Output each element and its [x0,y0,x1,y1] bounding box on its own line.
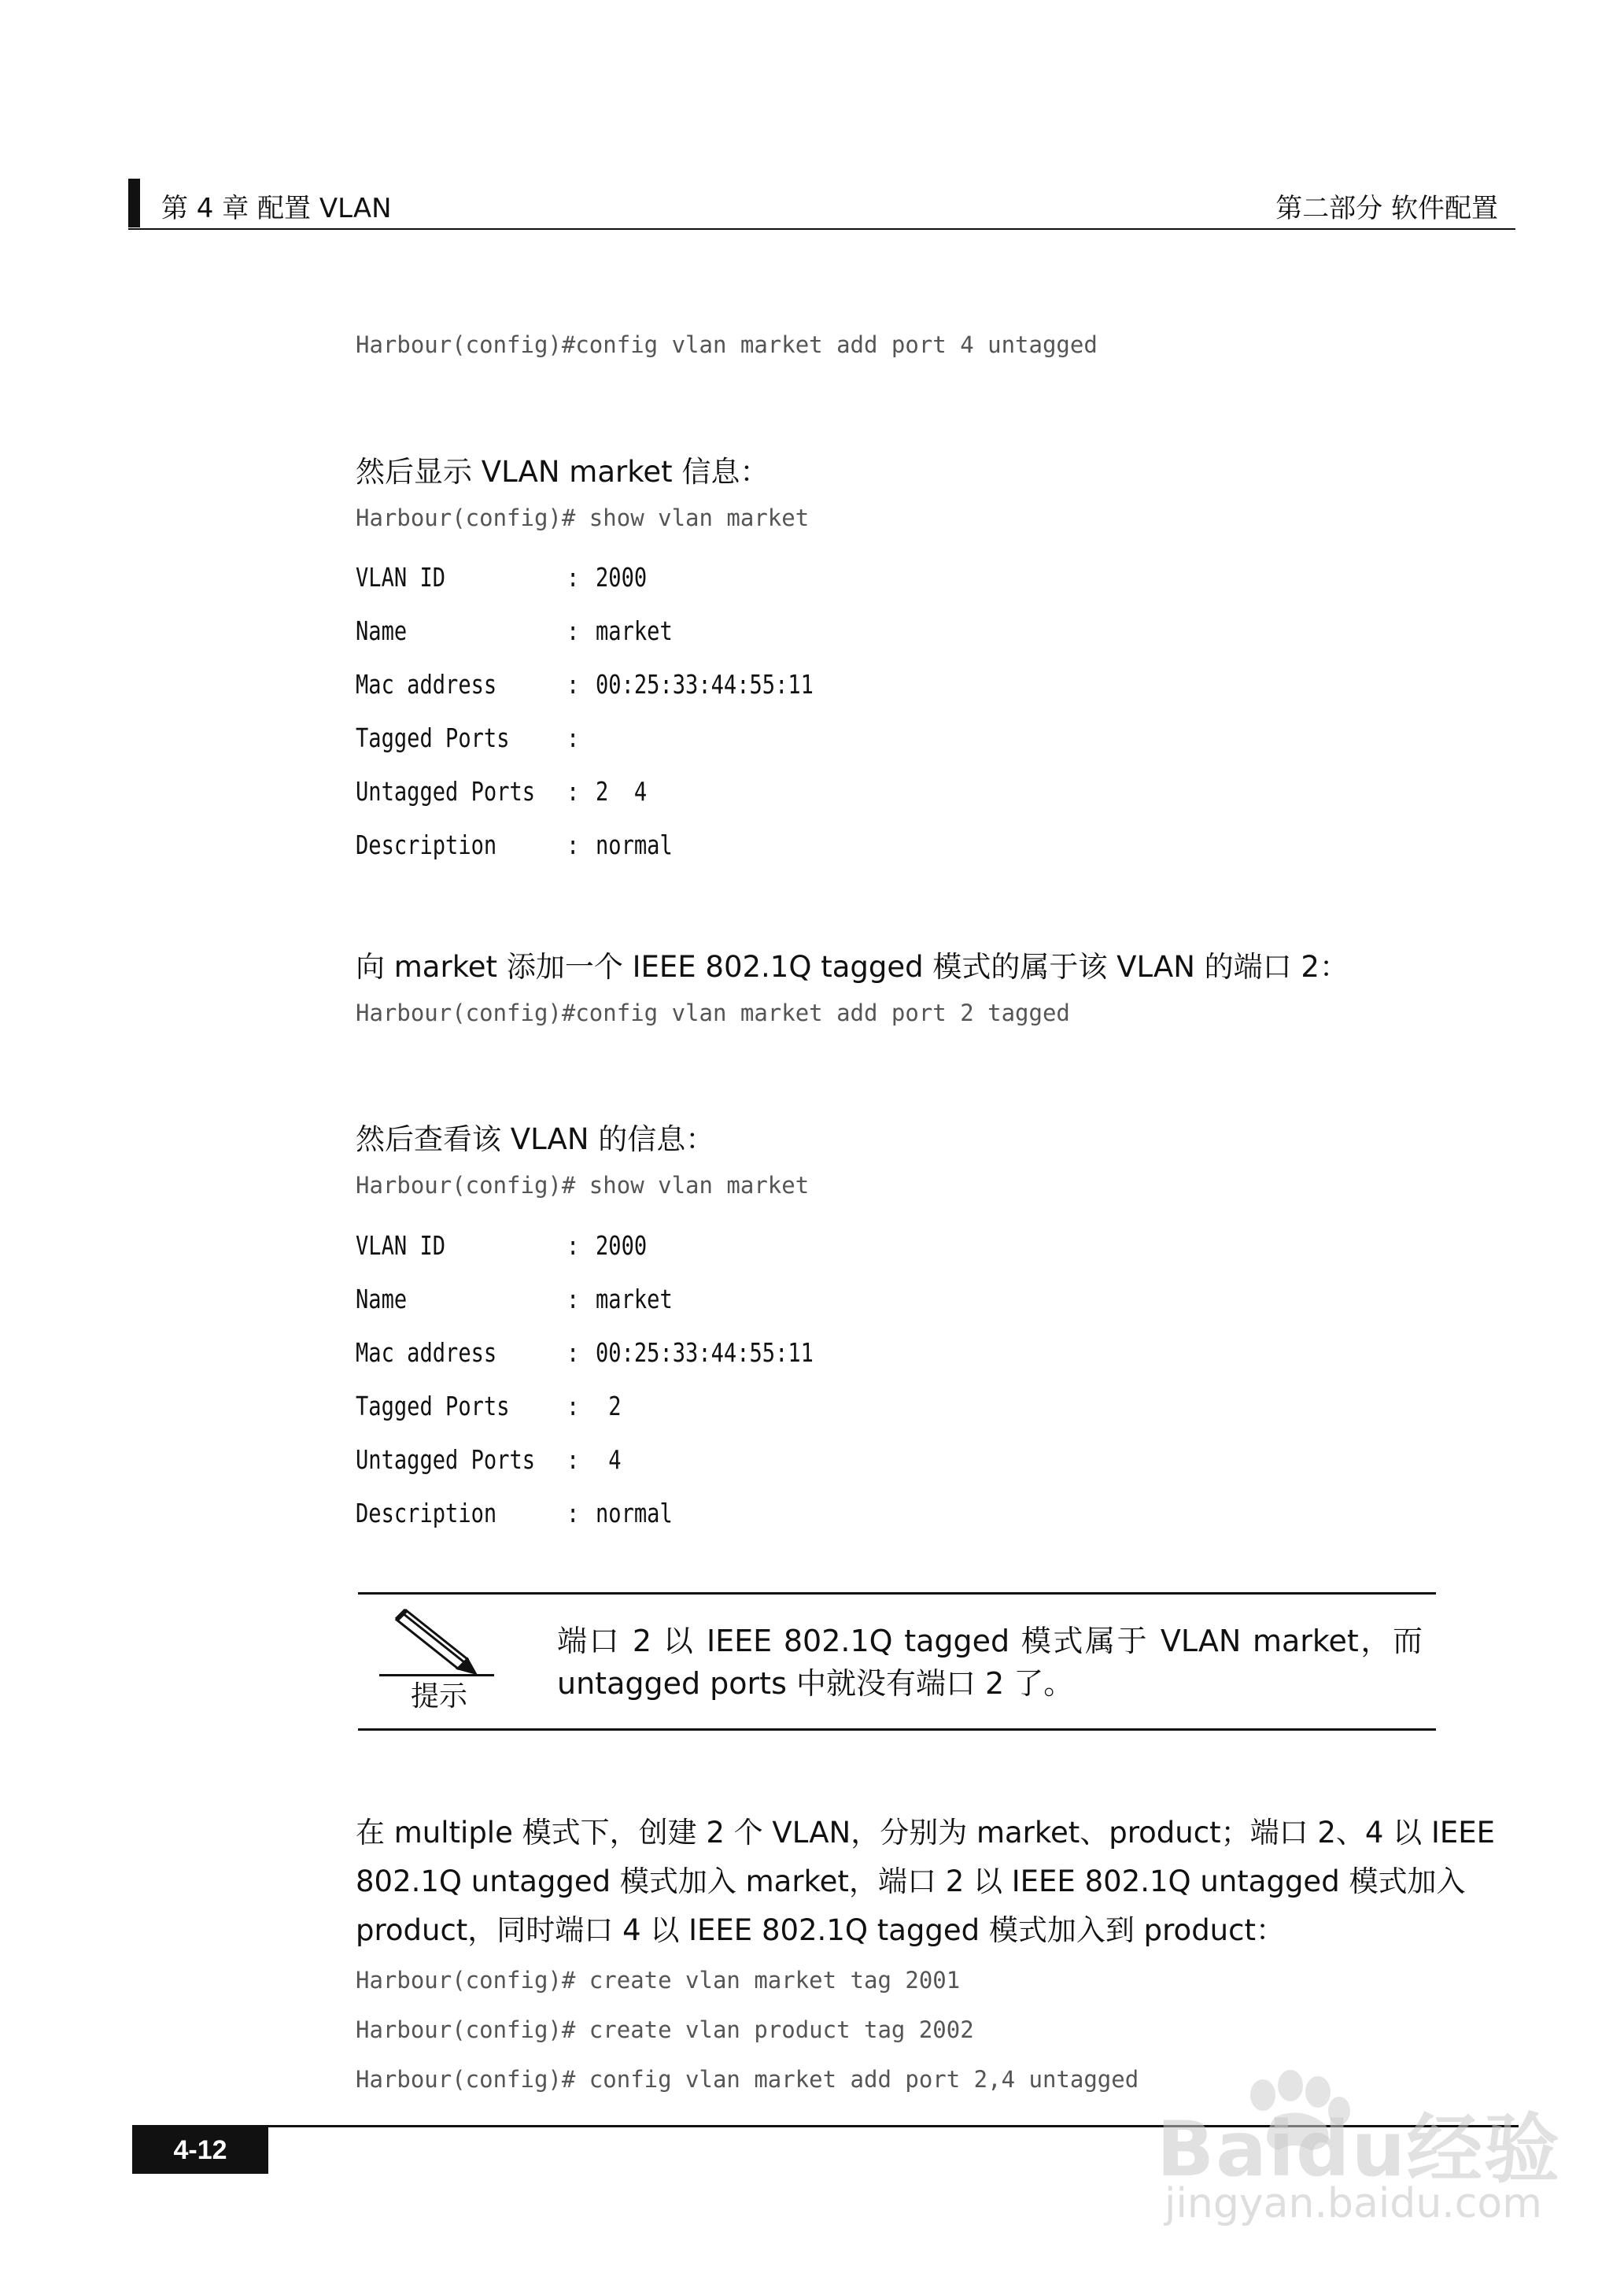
paragraph: 然后显示 VLAN market 信息： [356,455,770,489]
field-label: Untagged Ports [356,776,536,807]
field-separator: : [567,615,580,646]
field-separator: : [567,1444,580,1475]
field-value: market [596,1284,673,1314]
tip-label: 提示 [411,1680,468,1713]
chapter-title: 第 4 章 配置 VLAN [161,193,392,224]
field-value: market [596,615,673,646]
tip-bottom-rule [358,1728,1436,1731]
command-line: Harbour(config)# show vlan market [356,504,810,531]
field-separator: : [567,1498,580,1528]
field-label: VLAN ID [356,1230,446,1261]
header-bar [128,179,140,227]
field-separator: : [567,776,580,807]
field-separator: : [567,562,580,593]
field-separator: : [567,1230,580,1261]
field-value: 2 4 [596,776,648,807]
field-label: Mac address [356,669,497,700]
field-label: Mac address [356,1337,497,1368]
field-label: Tagged Ports [356,1391,510,1421]
command-line: Harbour(config)# create vlan market tag 2001 [356,1967,961,1994]
command-line: Harbour(config)# config vlan market add port 2,4 untagged [356,2066,1139,2093]
tip-text: 端口 2 以 IEEE 802.1Q tagged 模式属于 VLAN market，而 untagged ports 中就没有端口 2 了。 [557,1624,1423,1701]
field-value: normal [596,1498,673,1528]
paragraph: 在 multiple 模式下，创建 2 个 VLAN，分别为 market、product；端口 2、4 以 IEEE 802.1Q untagged 模式加入 market，端口 2 以 IEEE 802.1Q untagged 模式加入 product，同时端口 4 以 IEEE 802.1Q tagged 模式加入到 product： [356,1816,1495,1947]
command-line: Harbour(config)# show vlan market [356,1172,810,1199]
field-separator: : [567,1337,580,1368]
tip-icon-underline [379,1674,494,1676]
field-label: Untagged Ports [356,1444,536,1475]
field-separator: : [567,669,580,700]
field-separator: : [567,1284,580,1314]
field-value: 4 [596,1444,622,1475]
watermark-brand: Baidu经验 [1157,2105,1561,2193]
field-label: Description [356,1498,497,1528]
header-rule [128,228,1515,230]
field-label: Name [356,1284,408,1314]
field-separator: : [567,1391,580,1421]
field-value: 00:25:33:44:55:11 [596,669,814,700]
tip-top-rule [358,1592,1436,1595]
field-value: 00:25:33:44:55:11 [596,1337,814,1368]
command-line: Harbour(config)# create vlan product tag 2002 [356,2016,974,2043]
page-number: 4-12 [132,2127,268,2174]
paragraph: 向 market 添加一个 IEEE 802.1Q tagged 模式的属于该 VLAN 的端口 2： [356,950,1349,984]
field-value: 2000 [596,1230,648,1261]
field-value: normal [596,830,673,860]
field-separator: : [567,830,580,860]
command-line: Harbour(config)#config vlan market add port 4 untagged [356,331,1098,358]
command-line: Harbour(config)#config vlan market add port 2 tagged [356,1000,1070,1026]
watermark-url: jingyan.baidu.com [1164,2180,1542,2227]
field-label: VLAN ID [356,562,446,593]
field-separator: : [567,722,580,753]
pencil-icon [379,1604,482,1678]
field-value: 2000 [596,562,648,593]
part-title: 第二部分 软件配置 [1275,193,1498,224]
field-label: Name [356,615,408,646]
field-label: Description [356,830,497,860]
field-label: Tagged Ports [356,722,510,753]
paragraph: 然后查看该 VLAN 的信息： [356,1122,715,1156]
field-value: 2 [596,1391,622,1421]
